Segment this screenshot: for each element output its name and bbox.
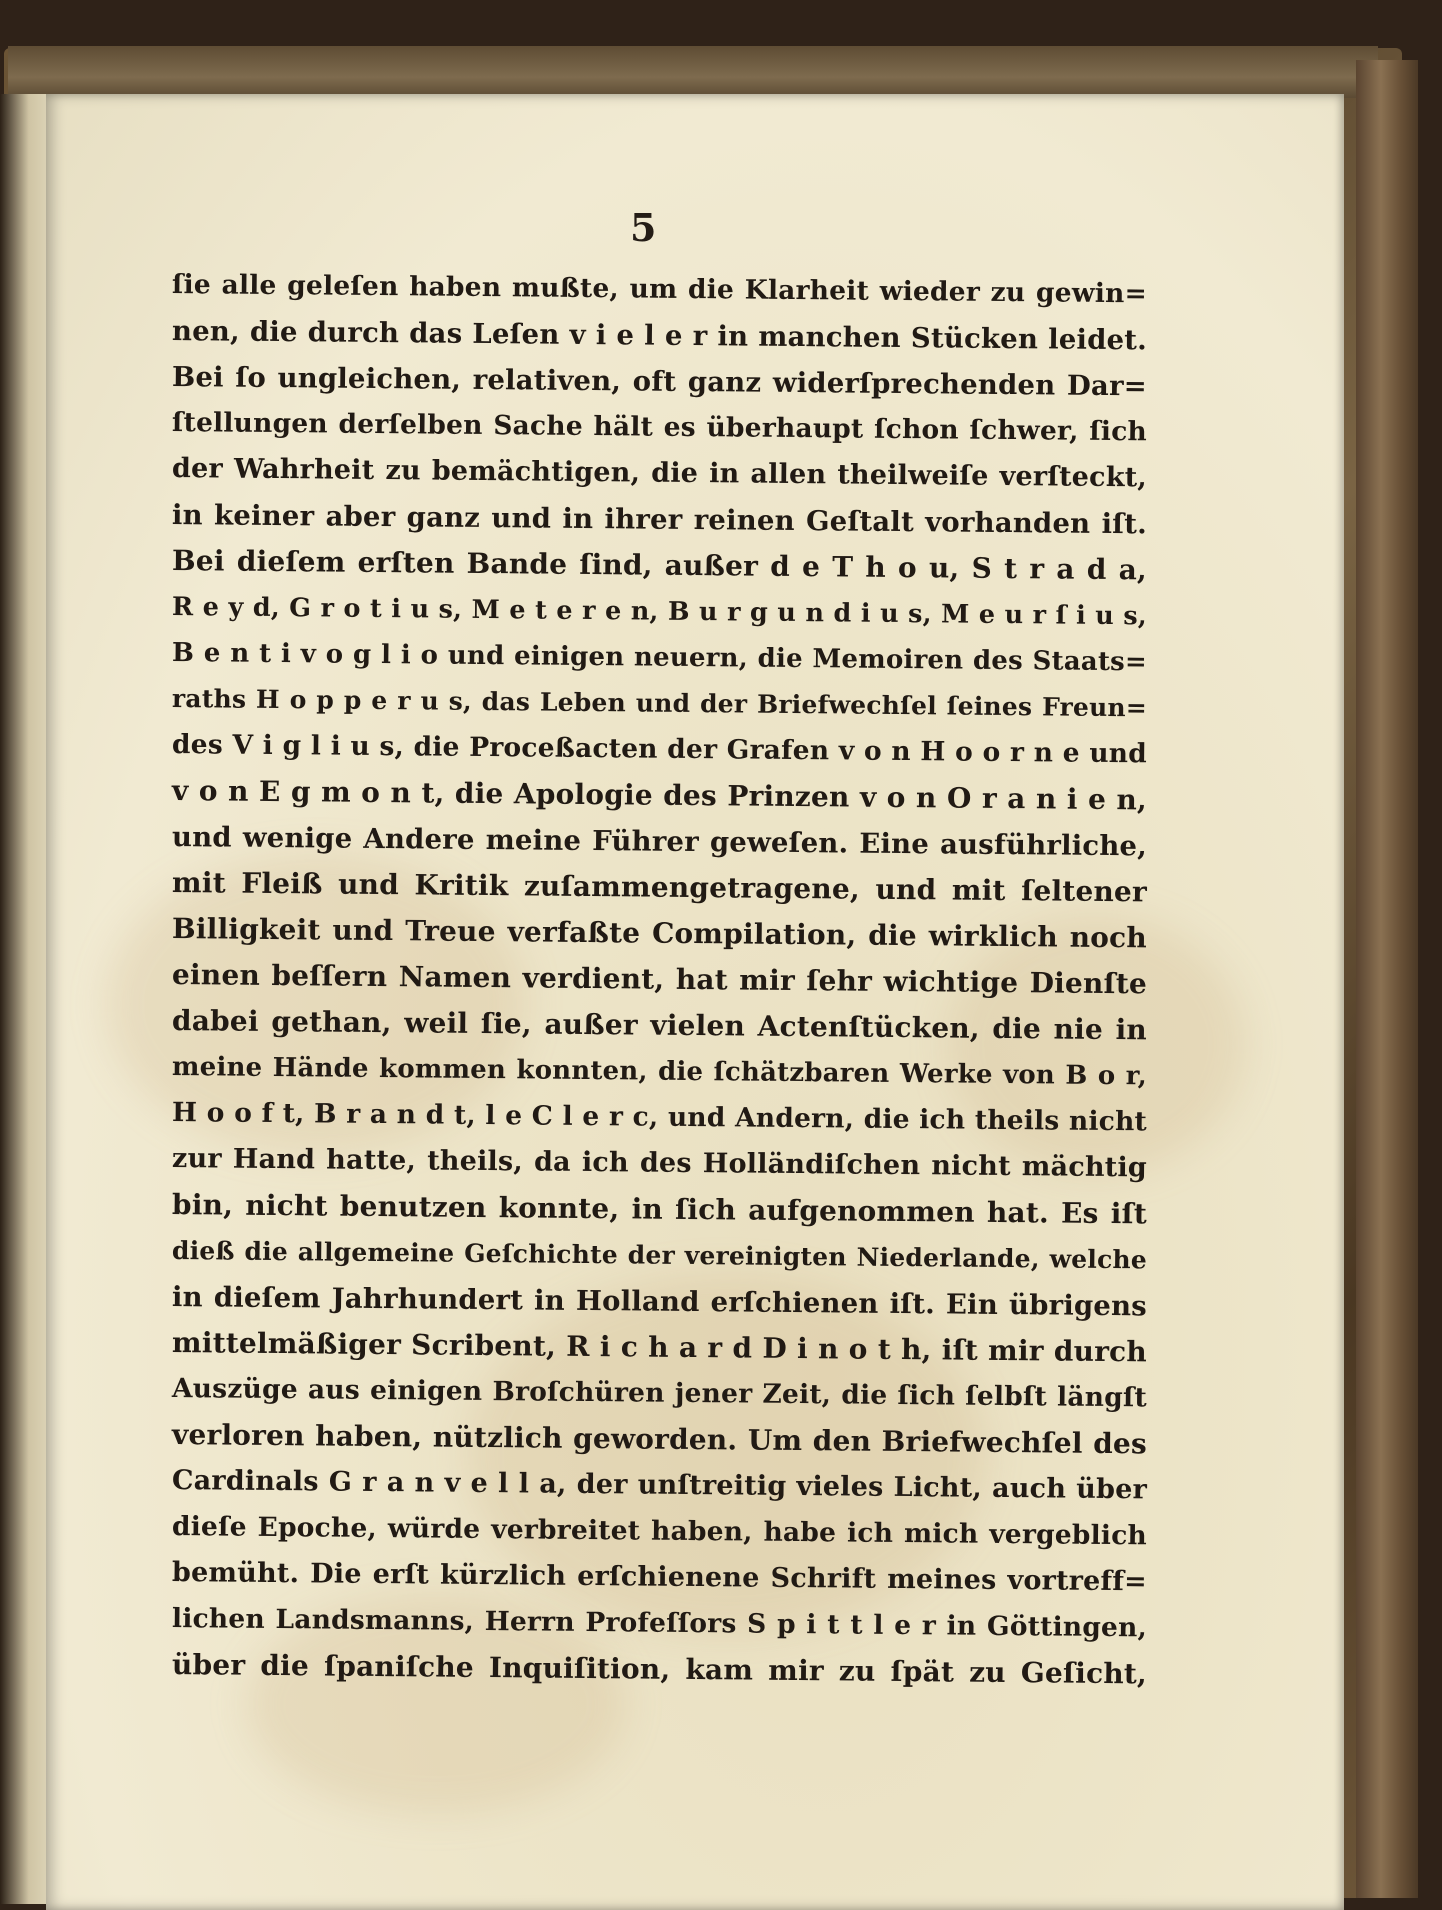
- page-number: 5: [630, 205, 657, 250]
- text-line: einen beſſern Namen verdient, hat mir ſehr wichtige Dienſte: [171, 958, 1148, 1001]
- text-line: dieſe Epoche, würde verbreitet haben, habe ich mich vergeblich: [171, 1511, 1148, 1552]
- text-line: des V i g l i u s, die Proceßacten der Grafen v o n H o o r n e und: [171, 729, 1148, 770]
- text-line: ſtellungen derſelben Sache hält es überhaupt ſchon ſchwer, ſich: [171, 407, 1148, 448]
- text-line: ſie alle geleſen haben mußte, um die Klarheit wieder zu gewin=: [171, 269, 1148, 310]
- text-line: Bei dieſem erſten Bande ſind, außer d e T h o u, S t r a d a,: [171, 544, 1148, 587]
- text-line: lichen Landsmanns, Herrn Profeſſors S p i t t l e r in Göttingen,: [171, 1603, 1148, 1644]
- text-line: verloren haben, nützlich geworden. Um den Briefwechſel des: [171, 1418, 1148, 1461]
- text-line: in keiner aber ganz und in ihrer reinen Geſtalt vorhanden iſt.: [171, 499, 1148, 541]
- text-line: nen, die durch das Leſen v i e l e r in manchen Stücken leidet.: [171, 315, 1148, 357]
- text-line: Cardinals G r a n v e l l a, der unſtreitig vieles Licht, auch über: [171, 1465, 1148, 1506]
- text-line: zur Hand hatte, theils, da ich des Holländiſchen nicht mächtig: [171, 1143, 1148, 1184]
- book-right-board: [1356, 60, 1418, 1898]
- text-line: B e n t i v o g l i o und einigen neuern, die Memoiren des Staats=: [171, 638, 1148, 678]
- text-line: Bei ſo ungleichen, relativen, oft ganz widerſprechenden Dar=: [171, 361, 1148, 403]
- text-line: Auszüge aus einigen Broſchüren jener Zeit, die ſich ſelbſt längſt: [171, 1373, 1148, 1414]
- text-line: meine Hände kommen konnten, die ſchätzbaren Werke von B o r,: [171, 1052, 1148, 1092]
- body-text: [171, 262, 1148, 1691]
- text-line: mit Fleiß und Kritik zuſammengetragene, und mit ſeltener: [171, 866, 1148, 909]
- text-line: in dieſem Jahrhundert in Holland erſchienen iſt. Ein übrigens: [171, 1281, 1148, 1323]
- text-line: über die ſpaniſche Inquiſition, kam mir zu ſpät zu Geſicht,: [171, 1648, 1148, 1691]
- text-line: bin, nicht benutzen konnte, in ſich aufgenommen hat. Es iſt: [171, 1188, 1148, 1231]
- text-line: der Wahrheit zu bemächtigen, die in allen theilweiſe verſteckt,: [171, 453, 1148, 494]
- facing-page-edge: [0, 94, 48, 1904]
- text-line: H o o f t, B r a n d t, l e C l e r c, und Andern, die ich theils nicht: [171, 1097, 1148, 1138]
- text-line: dabei gethan, weil ſie, außer vielen Actenſtücken, die nie in: [171, 1004, 1148, 1047]
- text-line: bemüht. Die erſt kürzlich erſchienene Schrift meines vortreff=: [171, 1557, 1148, 1598]
- text-line: Billigkeit und Treue verfaßte Compilation, die wirklich noch: [171, 912, 1148, 955]
- text-line: dieß die allgemeine Geſchichte der vereinigten Niederlande, welche: [171, 1236, 1148, 1275]
- text-line: R e y d, G r o t i u s, M e t e r e n, B u r g u n d i u s, M e u r ſ i u s,: [171, 592, 1148, 632]
- text-line: v o n E g m o n t, die Apologie des Prinzen v o n O r a n i e n,: [171, 774, 1148, 817]
- text-line: und wenige Andere meine Führer geweſen. Eine ausführliche,: [171, 821, 1148, 863]
- book-top-edge: [8, 46, 1378, 98]
- text-line: raths H o p p e r u s, das Leben und der Briefwechſel ſeines Freun=: [171, 684, 1148, 723]
- text-line: mittelmäßiger Scribent, R i c h a r d D i n o t h, iſt mir durch: [171, 1326, 1148, 1369]
